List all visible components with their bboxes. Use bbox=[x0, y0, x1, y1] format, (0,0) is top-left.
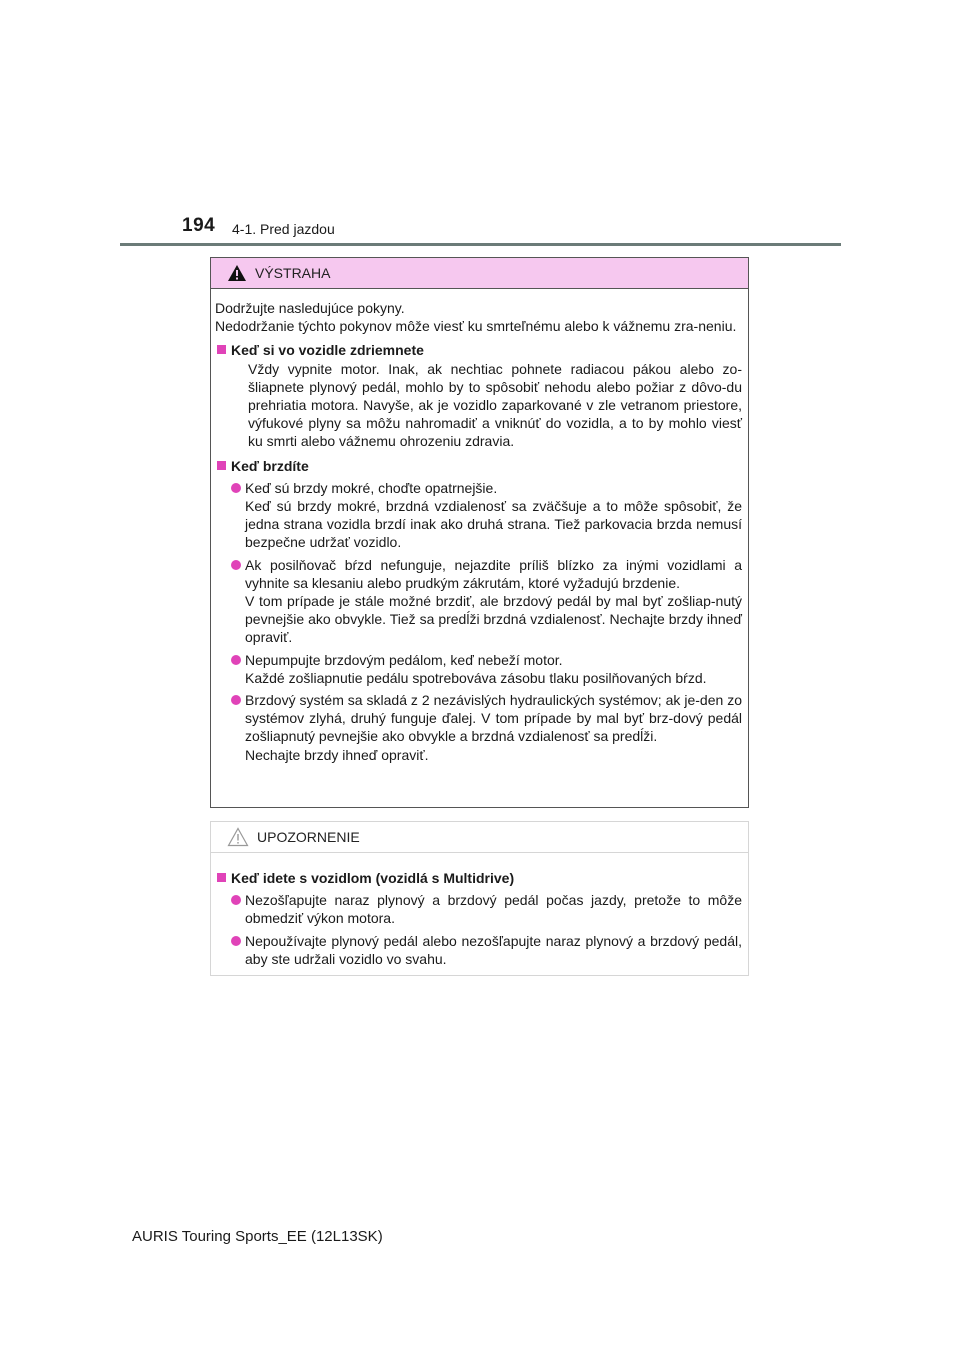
sub-heading-text: Keď brzdíte bbox=[231, 457, 309, 474]
section-title: 4-1. Pred jazdou bbox=[232, 221, 335, 237]
item-text bbox=[245, 651, 742, 687]
list-item bbox=[215, 556, 742, 647]
item-line: Ak posilňovač bŕzd nefunguje, nejazdite príliš blízko za inými vozidlami a vyhnite sa klesaniu alebo prudkým zákrutám, ktoré vyžadujú brzdenie. bbox=[245, 556, 742, 591]
caution-triangle-icon bbox=[227, 827, 249, 847]
caution-box-header bbox=[211, 822, 748, 853]
warning-box bbox=[210, 257, 749, 808]
warning-intro bbox=[215, 299, 742, 335]
round-bullet-icon bbox=[231, 936, 241, 946]
caution-box bbox=[210, 821, 749, 976]
warning-triangle-icon bbox=[227, 264, 247, 282]
item-line: Keď sú brzdy mokré, brzdná vzdialenosť sa zväčšuje a to môže spôsobiť, že jedna strana vozidla brzdí inak ako druhá strana. Tiež parkovacia brzda nemusí bezpečne udržať vozidlo. bbox=[245, 498, 742, 551]
list-item bbox=[215, 651, 742, 687]
list-item bbox=[215, 891, 742, 927]
item-text bbox=[245, 691, 742, 764]
list-item bbox=[215, 691, 742, 764]
item-line: Nepoužívajte plynový pedál alebo nezošľapujte naraz plynový a brzdový pedál, aby ste udržali vozidlo vo svahu. bbox=[245, 932, 742, 967]
round-bullet-icon bbox=[231, 895, 241, 905]
intro-line: Dodržujte nasledujúce pokyny. bbox=[215, 300, 405, 316]
square-bullet-icon bbox=[217, 873, 226, 882]
warning-box-title: VÝSTRAHA bbox=[255, 265, 331, 281]
sub-heading-text: Keď si vo vozidle zdriemnete bbox=[231, 342, 424, 359]
page-number: 194 bbox=[182, 215, 216, 236]
caution-box-title: UPOZORNENIE bbox=[257, 829, 360, 845]
header-rule bbox=[120, 243, 841, 246]
item-line: Nepumpujte brzdovým pedálom, keď nebeží motor. bbox=[245, 651, 563, 668]
item-line: Brzdový systém sa skladá z 2 nezávislých hydraulických systémov; ak je-den zo systémov zlyhá, druhý funguje ďalej. V tom prípade by mal byť brz-dový pedál zošliapnutý pevnejšie ako obvykle a brzdná vzdialenosť sa predĺži. bbox=[245, 692, 742, 745]
sub-heading bbox=[215, 869, 742, 887]
square-bullet-icon bbox=[217, 345, 226, 354]
sub-text: Vždy vypnite motor. Inak, ak nechtiac pohnete radiacou pákou alebo zo-šliapnete plynový pedál, mohlo by to spôsobiť nehodu alebo požiar z dôvo-du prehriatia motora. Navyše, ak je vozidlo zaparkované v zle vetranom priestore, výfukové plyny sa môžu nahromadiť a vniknúť do vozidla, a to by mohlo viesť ku smrti alebo vážnemu ohrozeniu zdravia. bbox=[248, 360, 742, 450]
square-bullet-icon bbox=[217, 461, 226, 470]
list-item bbox=[215, 479, 742, 552]
caution-box-body bbox=[211, 853, 748, 968]
round-bullet-icon bbox=[231, 560, 241, 570]
round-bullet-icon bbox=[231, 483, 241, 493]
item-line: V tom prípade je stále možné brzdiť, ale brzdový pedál by mal byť zošliap-nutý pevnejšie ako obvykle. Tiež sa predĺži brzdná vzdialenosť. Nechajte brzdy ihneď opraviť. bbox=[245, 593, 742, 646]
sub-heading-text: Keď idete s vozidlom (vozidlá s Multidrive) bbox=[231, 870, 515, 886]
footer-model-code: AURIS Touring Sports_EE (12L13SK) bbox=[132, 1228, 383, 1245]
item-text bbox=[245, 479, 742, 552]
intro-line: Nedodržanie týchto pokynov môže viesť ku smrteľnému alebo k vážnemu zra-neniu. bbox=[215, 318, 737, 335]
item-text bbox=[245, 556, 742, 647]
sub-heading bbox=[215, 457, 742, 475]
sub-heading bbox=[215, 341, 742, 359]
item-line: Nezošľapujte naraz plynový a brzdový pedál počas jazdy, pretože to môže obmedziť výkon motora. bbox=[245, 892, 742, 927]
warning-box-body bbox=[211, 289, 748, 764]
round-bullet-icon bbox=[231, 655, 241, 665]
item-line: Nechajte brzdy ihneď opraviť. bbox=[245, 746, 429, 763]
item-text bbox=[245, 932, 742, 968]
list-item bbox=[215, 932, 742, 968]
item-text bbox=[245, 891, 742, 927]
warning-box-header bbox=[211, 258, 748, 289]
round-bullet-icon bbox=[231, 695, 241, 705]
item-line: Každé zošliapnutie pedálu spotrebováva zásobu tlaku posilňovaných bŕzd. bbox=[245, 669, 707, 686]
item-line: Keď sú brzdy mokré, choďte opatrnejšie. bbox=[245, 479, 498, 496]
